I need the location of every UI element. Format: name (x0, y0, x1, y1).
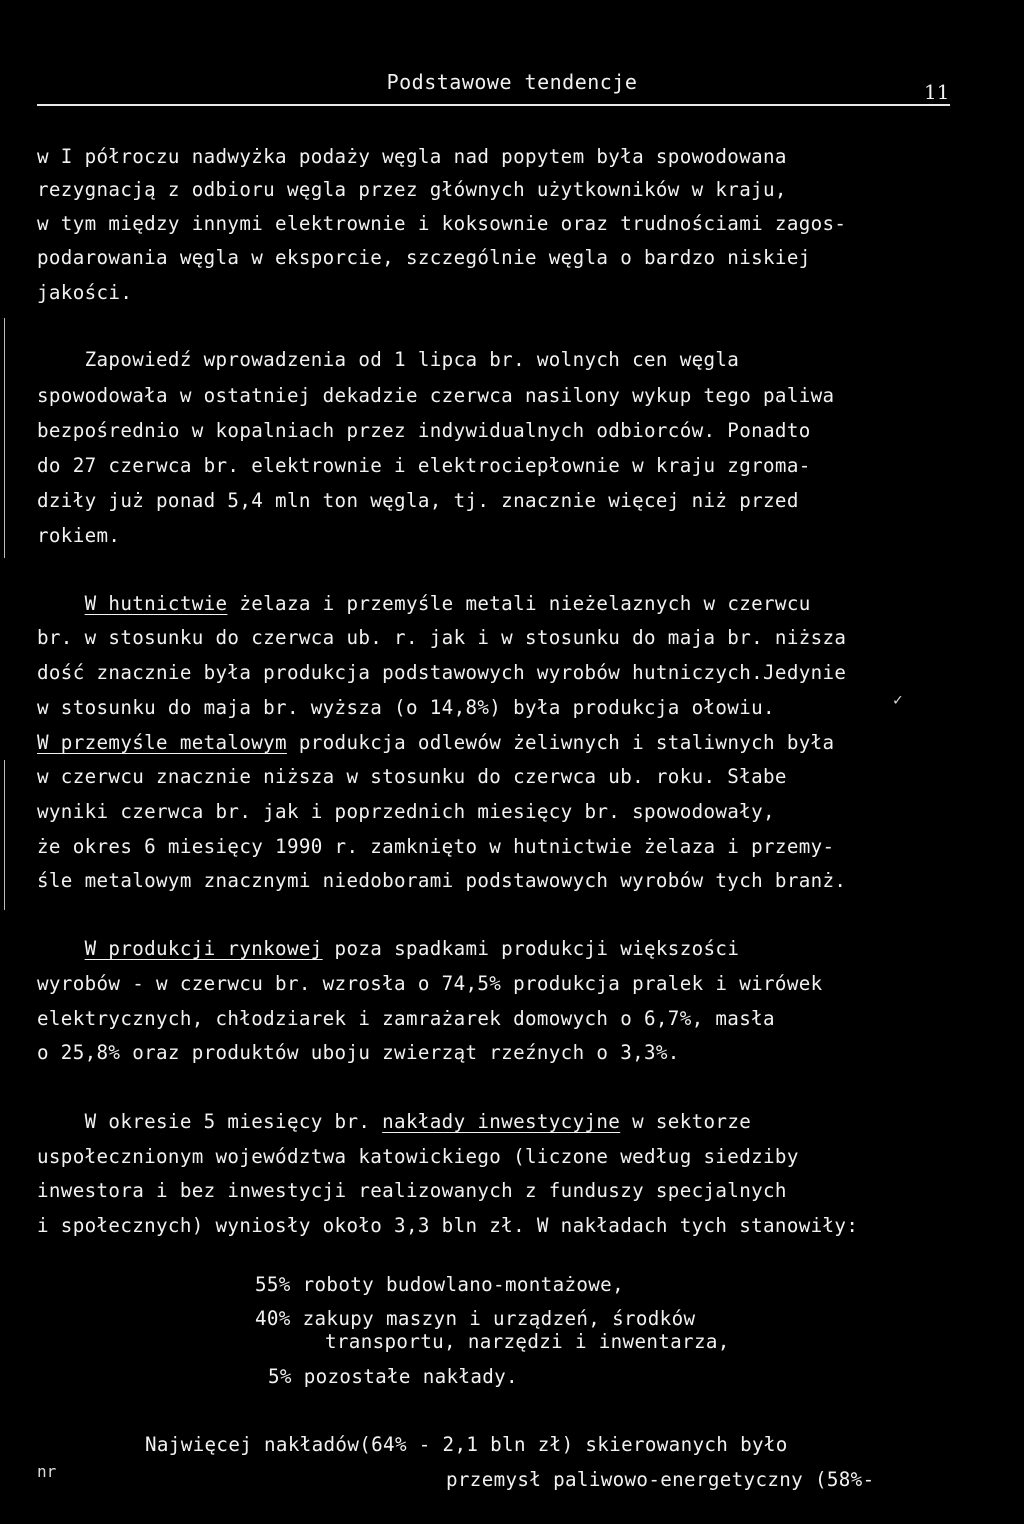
text-line: Najwięcej nakładów(64% - 2,1 bln zł) skierowanych było (145, 1433, 788, 1456)
check-mark-icon: ✓ (893, 690, 903, 709)
margin-bar (4, 318, 5, 558)
text-line: dość znacznie była produkcja podstawowych wyrobów hutniczych.Jedynie (37, 661, 847, 684)
text-line: rokiem. (37, 524, 121, 547)
list-item (268, 1364, 518, 1390)
text-line: wyrobów - w czerwcu br. wzrosła o 74,5% produkcja pralek i wirówek (37, 972, 823, 995)
text-line: br. w stosunku do czerwca ub. r. jak i w stosunku do maja br. niższa (37, 626, 847, 649)
text-line (37, 936, 739, 962)
text-line: i społecznych) wyniosły około 3,3 bln zł. W nakładach tych stanowiły: (37, 1214, 859, 1237)
text-line: do 27 czerwca br. elektrownie i elektrociepłownie w kraju zgroma- (37, 454, 811, 477)
list-item-continuation: transportu, narzędzi i inwentarza, (325, 1330, 730, 1353)
text-line: dziły już ponad 5,4 mln ton węgla, tj. znacznie więcej niż przed (37, 489, 799, 512)
list-value: 40% (255, 1307, 291, 1330)
text-line: w czerwcu znacznie niższa w stosunku do czerwca ub. roku. Słabe (37, 765, 787, 788)
text-line: podarowania węgla w eksporcie, szczególnie węgla o bardzo niskiej (37, 246, 811, 269)
text-line: w I półroczu nadwyżka podaży węgla nad popytem była spowodowana (37, 145, 787, 168)
underlined-lead: W hutnictwie (84, 592, 228, 615)
text-line (37, 730, 834, 756)
underlined-lead: W przemyśle metalowym (37, 731, 287, 754)
indent (37, 937, 85, 960)
text-line: śle metalowym znacznymi niedoborami podstawowych wyrobów tych branż. (37, 869, 847, 892)
text-line: przemysł paliwowo-energetyczny (58%- (446, 1468, 875, 1491)
list-value: 5% (268, 1365, 292, 1388)
text-line: w tym między innymi elektrownie i koksownie oraz trudnościami zagos- (37, 212, 847, 235)
header-rule (37, 104, 950, 106)
indent (37, 592, 85, 615)
running-title: Podstawowe tendencje (386, 70, 638, 94)
text-line: spowodowała w ostatniej dekadzie czerwca nasilony wykup tego paliwa (37, 384, 835, 407)
text-line: jakości. (37, 281, 133, 304)
text-line (37, 591, 811, 617)
text-line: że okres 6 miesięcy 1990 r. zamknięto w hutnictwie żelaza i przemy- (37, 835, 835, 858)
text-run: W okresie 5 miesięcy br. (37, 1110, 383, 1133)
text-line: elektrycznych, chłodziarek i zamrażarek domowych o 6,7%, masła (37, 1007, 775, 1030)
text-run: poza spadkami produkcji większości (322, 937, 740, 960)
text-line: Zapowiedź wprowadzenia od 1 lipca br. wolnych cen węgla (37, 348, 740, 371)
list-text: pozostałe nakłady. (303, 1365, 518, 1388)
page-number: 11 (924, 80, 950, 104)
text-run: żelaza i przemyśle metali nieżelaznych w czerwcu (227, 592, 811, 615)
margin-bar (4, 760, 5, 910)
text-run: w sektorze (620, 1110, 752, 1133)
list-item (255, 1272, 624, 1298)
text-line: bezpośrednio w kopalniach przez indywidualnych odbiorców. Ponadto (37, 419, 811, 442)
list-text: roboty budowlano-montażowe, (302, 1273, 624, 1296)
text-line: w stosunku do maja br. wyższa (o 14,8%) była produkcja ołowiu. (37, 696, 775, 719)
text-line (37, 1109, 751, 1135)
text-run: produkcja odlewów żeliwnych i staliwnych była (286, 731, 835, 754)
text-line: rezygnacją z odbioru węgla przez głównych użytkowników w kraju, (37, 178, 787, 201)
list-value: 55% (255, 1273, 291, 1296)
underlined-phrase: nakłady inwestycyjne (382, 1110, 621, 1133)
underlined-lead: W produkcji rynkowej (84, 937, 323, 960)
corner-mark: nr (37, 1462, 57, 1481)
list-text: zakupy maszyn i urządzeń, środków (302, 1307, 696, 1330)
text-line: uspołecznionym województwa katowickiego (liczone według siedziby (37, 1145, 799, 1168)
text-line: wyniki czerwca br. jak i poprzednich miesięcy br. spowodowały, (37, 800, 775, 823)
text-line: o 25,8% oraz produktów uboju zwierząt rzeźnych o 3,3%. (37, 1041, 680, 1064)
text-line: inwestora i bez inwestycji realizowanych z funduszy specjalnych (37, 1179, 787, 1202)
